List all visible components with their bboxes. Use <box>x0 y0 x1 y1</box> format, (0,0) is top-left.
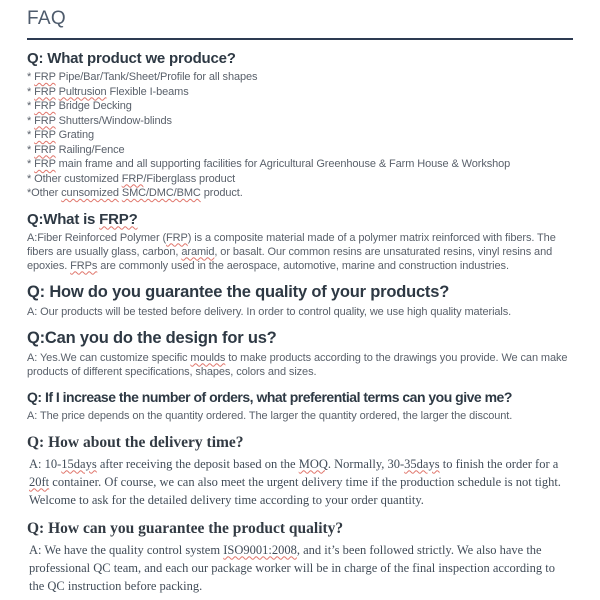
list-item <box>27 70 573 85</box>
text-segment: * <box>27 114 35 127</box>
faq-section-what-is-frp <box>27 211 573 273</box>
text-segment: * <box>27 100 35 112</box>
misspelled-word: FRP <box>34 114 56 127</box>
answer-paragraph <box>27 305 573 319</box>
list-item <box>27 186 573 201</box>
faq-section-design <box>27 329 573 379</box>
text-segment: * <box>27 129 35 141</box>
misspelled-word: FRP <box>34 85 56 98</box>
misspelled-word: FRP <box>34 100 56 112</box>
text-segment: A: Our products will be tested before delivery. In order to control quality, we use high quality materials. <box>27 305 512 318</box>
text-segment: Q: If I increase the number of orders, what preferential terms can you give me? <box>27 388 512 405</box>
question-heading <box>27 519 573 538</box>
question-heading <box>27 211 573 228</box>
text-segment: A: The price depends on the quantity ordered. The larger the quantity ordered, the larger the discount. <box>27 409 513 422</box>
misspelled-word: FRP <box>166 231 188 244</box>
misspelled-word: 20ft <box>29 474 50 489</box>
text-segment: Bridge Decking <box>55 100 132 112</box>
title-divider <box>27 38 573 40</box>
misspelled-word: FRP <box>34 143 56 156</box>
text-segment: * Other customized <box>27 172 122 185</box>
misspelled-word: FRP <box>121 172 144 185</box>
list-item <box>27 99 573 114</box>
text-segment: . Normally, 30- <box>327 456 405 471</box>
text-segment: , and it’s been followed strictly. We also have the professional QC team, and each our package worker will be in charge of the final inspection according to the QC instruction before packing. <box>29 542 555 593</box>
text-segment: * <box>27 158 35 170</box>
misspelled-word: Pultrusion <box>58 85 107 98</box>
text-segment: Pipe/Bar/Tank/Sheet/Profile for all shapes <box>55 71 258 83</box>
question-heading <box>27 283 573 302</box>
faq-section-delivery-time <box>27 433 573 509</box>
text-segment: *Other <box>27 187 62 199</box>
faq-section-quality-guarantee <box>27 283 573 319</box>
faq-section-products <box>27 50 573 201</box>
text-segment: to make products according to the drawings you provide. We can make products of different specifications, shapes, colors and sizes. <box>27 351 568 378</box>
text-segment: main frame and all supporting facilities for Agricultural Greenhouse & Farm House & Workshop <box>55 158 511 170</box>
list-item <box>27 128 573 143</box>
text-segment: /Fiberglass product <box>143 172 236 185</box>
text-segment: * <box>27 85 35 98</box>
text-segment: Q:Can you do the design for us? <box>27 328 277 347</box>
question-heading <box>27 329 573 348</box>
list-item <box>27 143 573 158</box>
text-segment: Q: What product we produce? <box>27 50 236 67</box>
text-segment: are commonly used in the aerospace, automotive, marine and construction industries. <box>97 259 509 272</box>
text-segment: Grating <box>55 129 94 141</box>
misspelled-word: 15days <box>61 456 97 471</box>
answer-paragraph <box>27 541 573 595</box>
text-segment: Q:What is <box>27 210 100 228</box>
misspelled-word: FRP <box>34 129 56 141</box>
list-item <box>27 157 573 172</box>
page-title: FAQ <box>27 8 66 29</box>
question-heading <box>27 433 573 452</box>
text-segment: * <box>27 143 35 156</box>
question-heading <box>27 389 573 406</box>
list-item <box>27 172 573 187</box>
misspelled-word: cunsomized <box>61 187 119 199</box>
misspelled-word: FRPs <box>70 259 98 272</box>
question-heading <box>27 50 573 67</box>
misspelled-word: moulds <box>190 351 226 364</box>
faq-section-product-quality <box>27 519 573 595</box>
misspelled-word: aramid <box>181 245 215 258</box>
product-list <box>27 70 573 201</box>
text-segment: product. <box>200 187 243 199</box>
misspelled-word: ISO9001:2008 <box>223 542 297 557</box>
faq-section-order-terms <box>27 389 573 423</box>
text-segment: A:Fiber Reinforced Polymer ( <box>27 231 167 244</box>
text-segment: Railing/Fence <box>55 143 125 156</box>
misspelled-word: SMC/DMC/BMC <box>121 187 201 199</box>
text-segment: , or basalt. Our common resins are unsaturated resins, vinyl resins and epoxies. <box>27 245 553 272</box>
misspelled-word: 35days <box>404 456 440 471</box>
text-segment: A: Yes.We can customize specific <box>27 351 191 364</box>
answer-paragraph <box>27 455 573 509</box>
text-segment: Q: How can you guarantee the product quality? <box>27 519 344 537</box>
text-segment: A: We have the quality control system <box>29 542 224 557</box>
misspelled-word: FRP <box>34 71 56 83</box>
misspelled-word: MOQ <box>298 456 328 471</box>
answer-paragraph <box>27 231 573 273</box>
misspelled-word: FRP? <box>99 210 138 228</box>
text-segment: A: 10- <box>29 456 62 471</box>
answer-paragraph <box>27 351 573 379</box>
text-segment: Shutters/Window-blinds <box>55 114 172 127</box>
text-segment: Q: How about the delivery time? <box>27 433 244 451</box>
answer-paragraph <box>27 409 573 423</box>
text-segment: Q: How do you guarantee the quality of your products? <box>27 282 450 301</box>
text-segment: to finish the order for a <box>439 456 559 471</box>
misspelled-word: FRP <box>34 158 56 170</box>
list-item <box>27 85 573 100</box>
text-segment: after receiving the deposit based on the <box>96 456 299 471</box>
text-segment: Flexible I-beams <box>106 85 189 98</box>
text-segment: ) is a composite material made of a polymer matrix reinforced with fibers. The fibers are usually glass, carbon, <box>27 231 556 258</box>
text-segment: * <box>27 71 35 83</box>
list-item <box>27 114 573 129</box>
text-segment: container. Of course, we can also meet the urgent delivery time if the production schedule is not tight. Welcome to ask for the detailed delivery time according to your order quantity. <box>29 474 561 507</box>
